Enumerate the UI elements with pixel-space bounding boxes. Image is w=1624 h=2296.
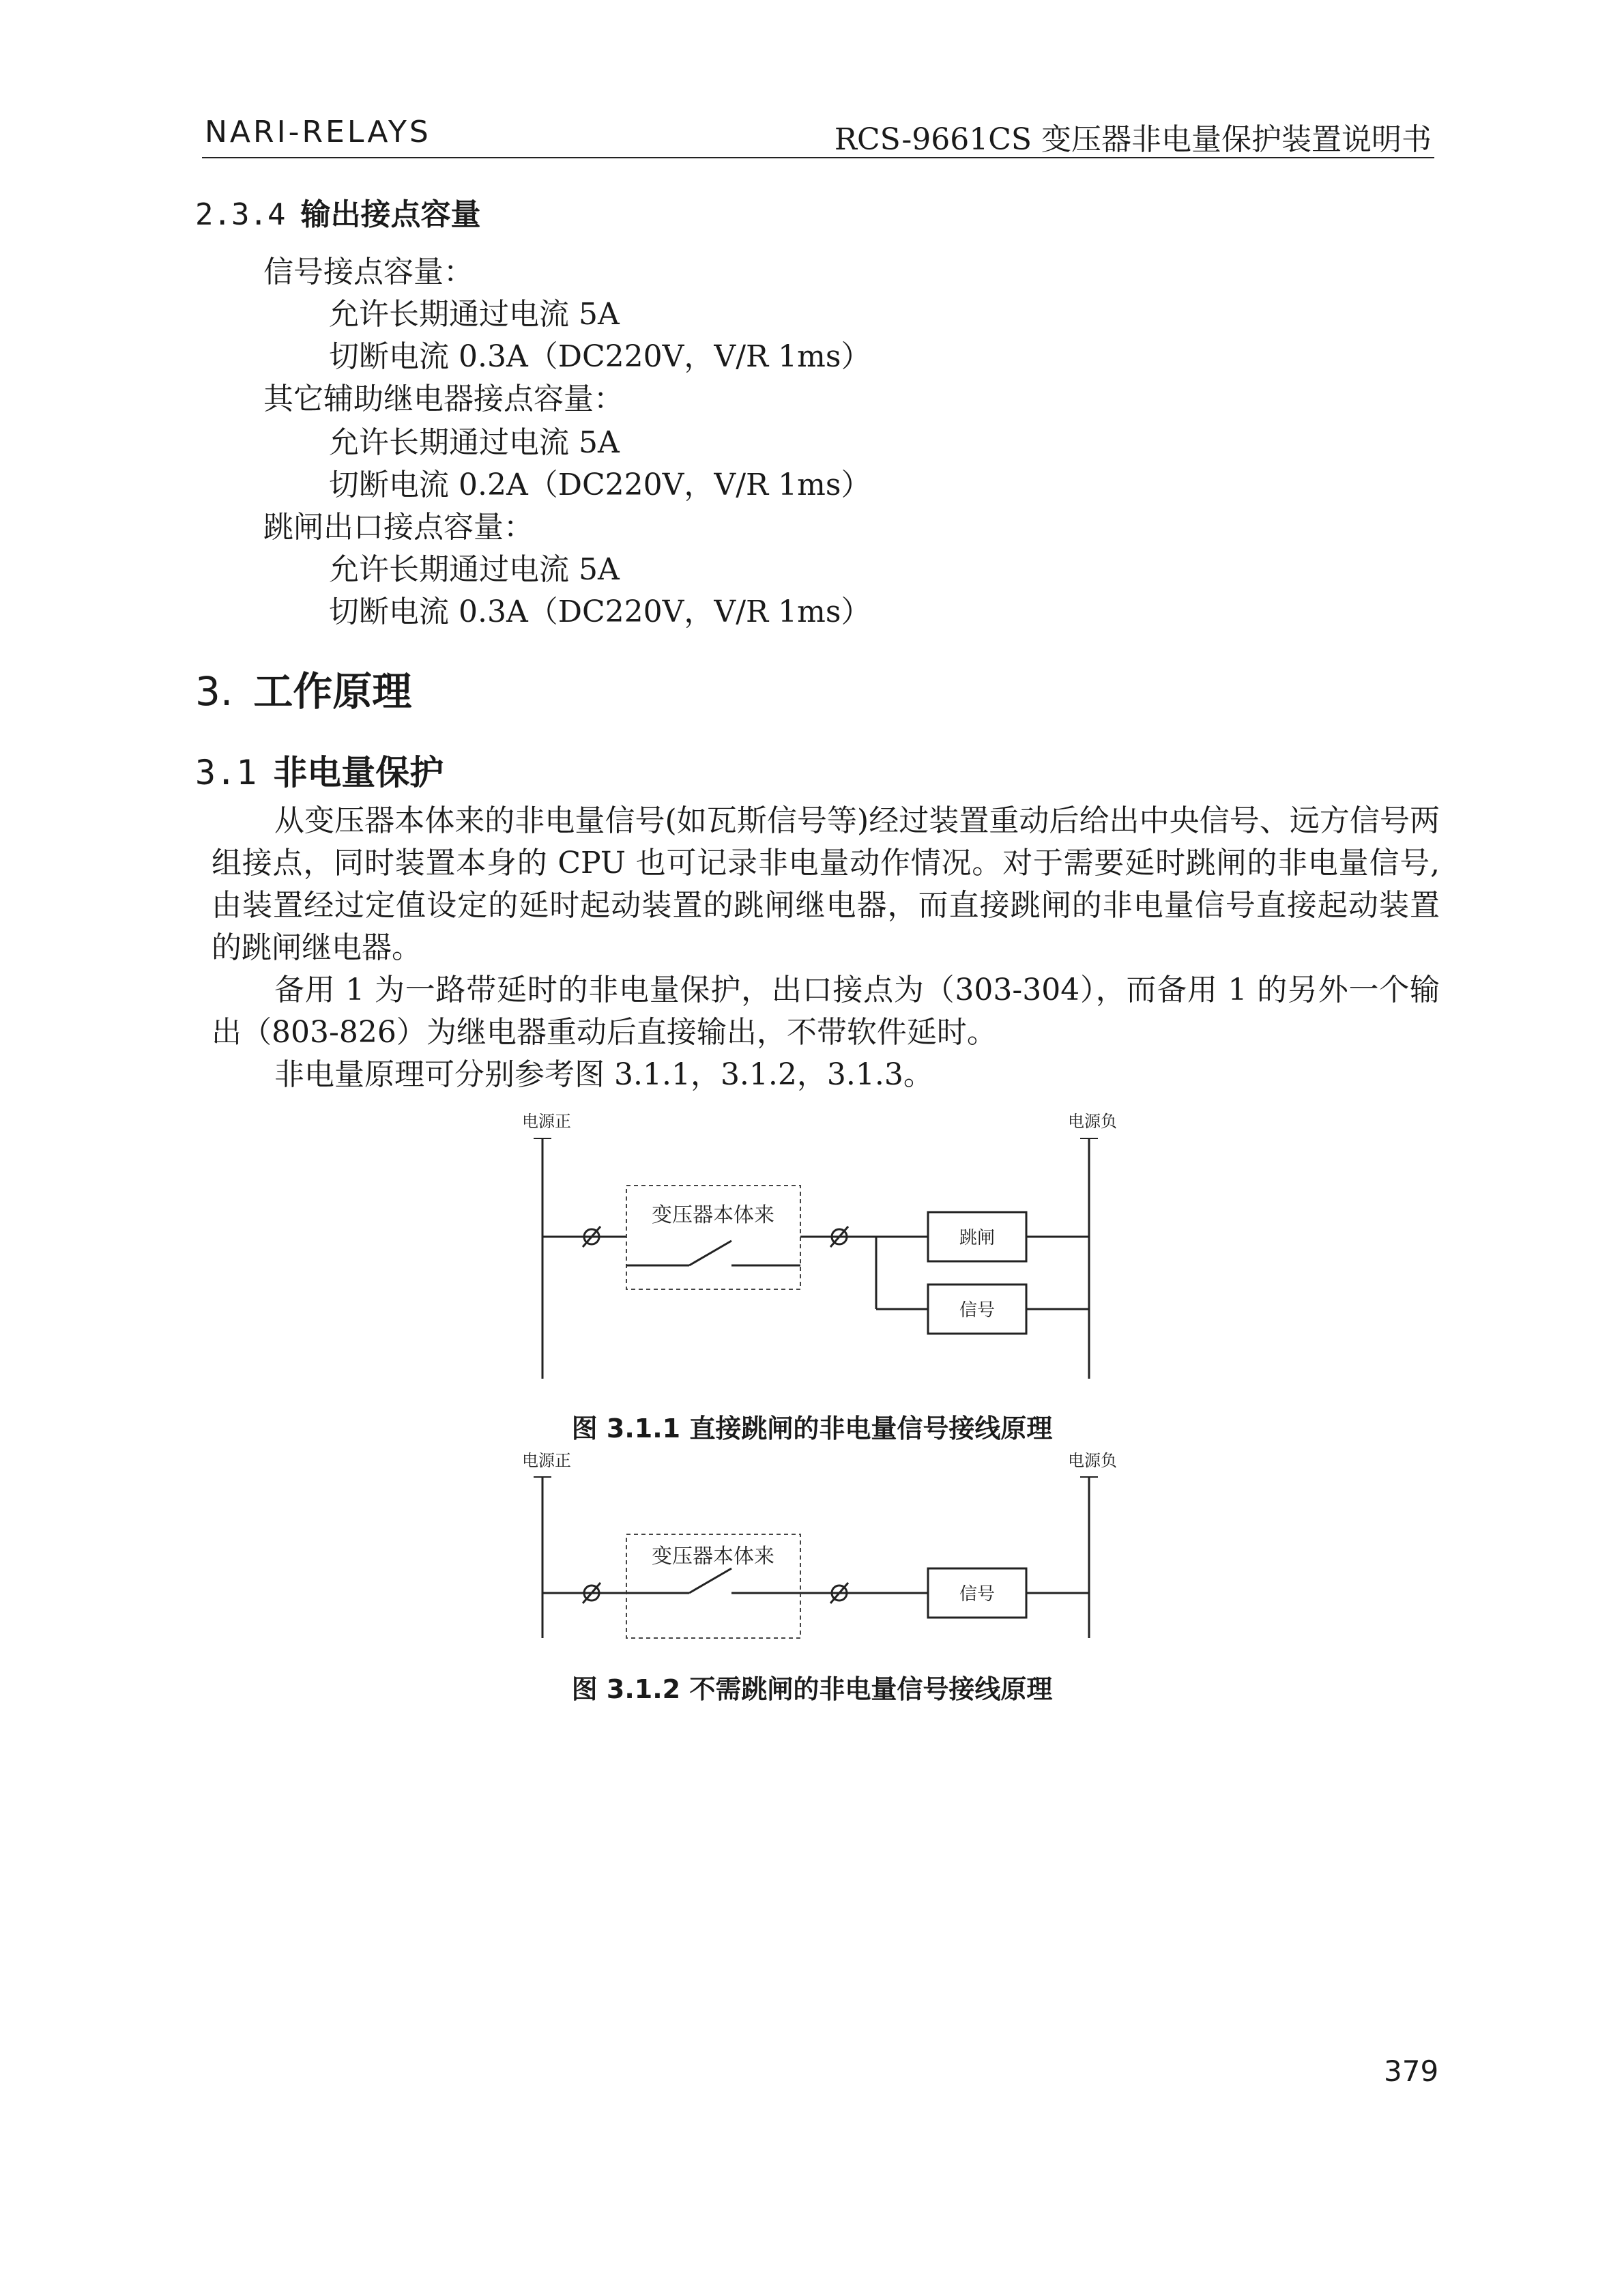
trip-contact-label: 跳闸出口接点容量： — [263, 510, 534, 545]
section-3-title: 工作原理 — [253, 668, 412, 715]
section-234-number: 2.3.4 — [195, 197, 286, 232]
fig2-signal-label: 信号 — [959, 1584, 996, 1605]
paragraph-1: 从变压器本体来的非电量信号(如瓦斯信号等)经过装置重动后给出中央信号、远方信号两组接点，同时装置本身的 CPU 也可记录非电量动作情况。对于需要延时跳闸的非电量信号,由装置经过定值设定的延时起动装置的跳闸继电器，而直接跳闸的非电量信号直接起动装置的跳闸继电器。 — [212, 803, 1440, 965]
fig1-box-label: 变压器本体来 — [652, 1203, 774, 1227]
paragraph-3: 非电量原理可分别参考图 3.1.1，3.1.2，3.1.3。 — [274, 1057, 933, 1092]
fig1-signal-label: 信号 — [959, 1300, 996, 1321]
fig2-right-label: 电源负 — [1068, 1451, 1117, 1470]
figure-311-caption: 图 3.1.1 直接跳闸的非电量信号接线原理 — [571, 1414, 1053, 1444]
section-31-number: 3.1 — [195, 753, 257, 792]
fig1-right-label: 电源负 — [1068, 1112, 1117, 1131]
header-right: RCS-9661CS 变压器非电量保护装置说明书 — [834, 122, 1432, 157]
section-3-number: 3. — [195, 668, 233, 715]
aux-contact-line2: 切断电流 0.2A（DC220V，V/R 1ms） — [329, 468, 871, 502]
header-left: NARI-RELAYS — [205, 115, 431, 149]
paragraph-2: 备用 1 为一路带延时的非电量保护，出口接点为（303-304），而备用 1 的另外一个输出（803-826）为继电器重动后直接输出，不带软件延时。 — [212, 973, 1440, 1050]
figure-312-caption: 图 3.1.2 不需跳闸的非电量信号接线原理 — [571, 1674, 1053, 1704]
fig1-transformer-box — [626, 1186, 800, 1289]
fig1-trip-label: 跳闸 — [959, 1228, 996, 1248]
signal-contact-label: 信号接点容量： — [263, 255, 474, 289]
signal-contact-line1: 允许长期通过电流 5A — [329, 297, 620, 332]
fig1-left-label: 电源正 — [522, 1112, 571, 1131]
fig2-box-label: 变压器本体来 — [652, 1545, 774, 1568]
section-31-title: 非电量保护 — [273, 753, 444, 792]
trip-contact-line2: 切断电流 0.3A（DC220V，V/R 1ms） — [329, 594, 871, 629]
page-number: 379 — [1384, 2054, 1439, 2088]
section-234-title: 输出接点容量 — [300, 197, 481, 232]
signal-contact-line2: 切断电流 0.3A（DC220V，V/R 1ms） — [329, 339, 871, 374]
trip-contact-line1: 允许长期通过电流 5A — [329, 552, 620, 587]
fig2-left-label: 电源正 — [522, 1451, 571, 1470]
aux-contact-label: 其它辅助继电器接点容量： — [263, 382, 624, 416]
aux-contact-line1: 允许长期通过电流 5A — [329, 425, 620, 460]
